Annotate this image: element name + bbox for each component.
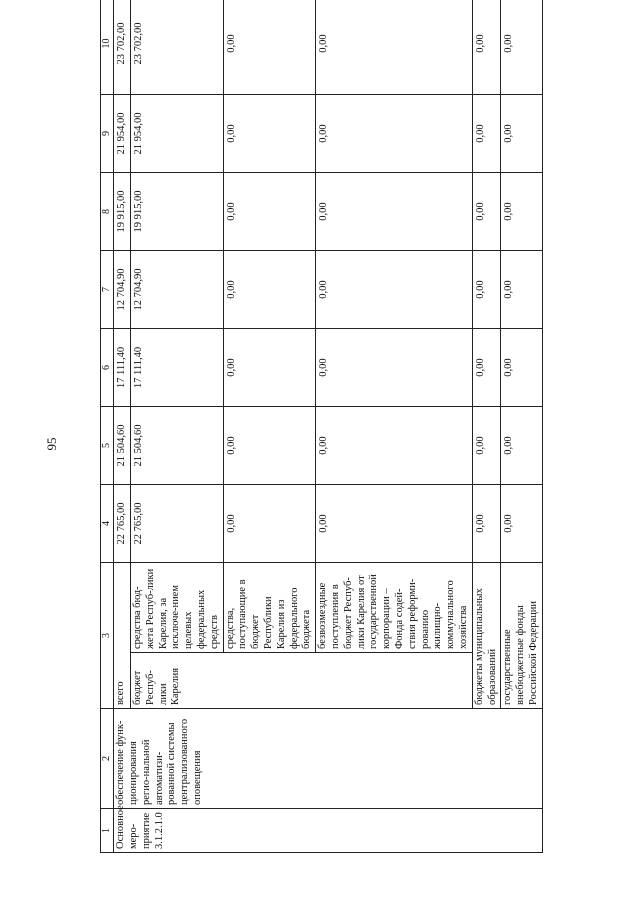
header-cell: 5 [101, 407, 114, 485]
row-label: безвозмездные поступления в бюджет Респуб-лики Карелия от государственной корпорации – Фонда содей-ствия реформи-рованию жилищно-коммунального хозяйства [316, 563, 473, 653]
value-cell: 23 702,00 [114, 0, 131, 95]
value-cell: 0,00 [472, 407, 501, 485]
header-row [101, 0, 114, 853]
value-cell: 0,00 [223, 95, 316, 173]
measure-id: Основное меро-приятие 3.1.2.1.0 [114, 809, 543, 853]
header-cell: 6 [101, 329, 114, 407]
value-cell: 0,00 [223, 485, 316, 563]
budget-group-label: бюджет Респуб-лики Карелия [130, 653, 472, 709]
value-cell: 21 954,00 [114, 95, 131, 173]
value-cell: 21 504,60 [130, 407, 223, 485]
value-cell: 0,00 [316, 407, 473, 485]
value-cell: 22 765,00 [114, 485, 131, 563]
value-cell: 0,00 [472, 173, 501, 251]
value-cell: 19 915,00 [130, 173, 223, 251]
value-cell: 0,00 [316, 173, 473, 251]
value-cell: 0,00 [501, 251, 542, 329]
header-cell: 1 [101, 809, 114, 853]
value-cell: 22 765,00 [130, 485, 223, 563]
value-cell: 0,00 [501, 0, 542, 95]
value-cell: 12 704,90 [130, 251, 223, 329]
value-cell: 0,00 [316, 329, 473, 407]
header-cell: 3 [101, 563, 114, 709]
value-cell: 0,00 [501, 329, 542, 407]
value-cell: 17 111,40 [130, 329, 223, 407]
header-cell: 4 [101, 485, 114, 563]
rotated-page [100, 13, 588, 853]
value-cell: 0,00 [472, 329, 501, 407]
row-label: государственные внебюджетные фонды Российской Федерации [501, 563, 542, 709]
value-cell: 0,00 [472, 485, 501, 563]
value-cell: 0,00 [501, 485, 542, 563]
value-cell: 19 915,00 [114, 173, 131, 251]
value-cell: 12 704,90 [114, 251, 131, 329]
value-cell: 21 954,00 [130, 95, 223, 173]
value-cell: 0,00 [316, 95, 473, 173]
value-cell: 0,00 [501, 95, 542, 173]
page-number: 95 [44, 437, 59, 451]
header-cell: 8 [101, 173, 114, 251]
value-cell: 0,00 [501, 173, 542, 251]
value-cell: 0,00 [472, 251, 501, 329]
value-cell: 0,00 [472, 0, 501, 95]
value-cell: 21 504,60 [114, 407, 131, 485]
value-cell: 23 702,00 [130, 0, 223, 95]
row-total [114, 0, 131, 853]
header-cell: 9 [101, 95, 114, 173]
value-cell: 0,00 [223, 329, 316, 407]
value-cell: 0,00 [316, 0, 473, 95]
value-cell: 0,00 [223, 407, 316, 485]
header-cell: 10 [101, 0, 114, 95]
budget-table [100, 0, 543, 853]
row-label: бюджеты муниципальных образований [472, 563, 501, 709]
value-cell: 17 111,40 [114, 329, 131, 407]
value-cell: 0,00 [223, 0, 316, 95]
header-cell: 7 [101, 251, 114, 329]
row-label: средства бюд-жета Респуб-лики Карелия, за исключе-нием целевых федеральных средств [130, 563, 223, 653]
value-cell: 0,00 [472, 95, 501, 173]
value-cell: 0,00 [501, 407, 542, 485]
value-cell: 0,00 [316, 251, 473, 329]
value-cell: 0,00 [223, 251, 316, 329]
row-label: всего [114, 563, 131, 709]
value-cell: 0,00 [316, 485, 473, 563]
measure-description: обеспечение функ-ционирования регио-нальной автоматизи-рованной системы централизованного оповещения [114, 709, 543, 809]
row-label: средства, поступающие в бюджет Республики Карелия из федерального бюджета [223, 563, 316, 653]
header-cell: 2 [101, 709, 114, 809]
value-cell: 0,00 [223, 173, 316, 251]
